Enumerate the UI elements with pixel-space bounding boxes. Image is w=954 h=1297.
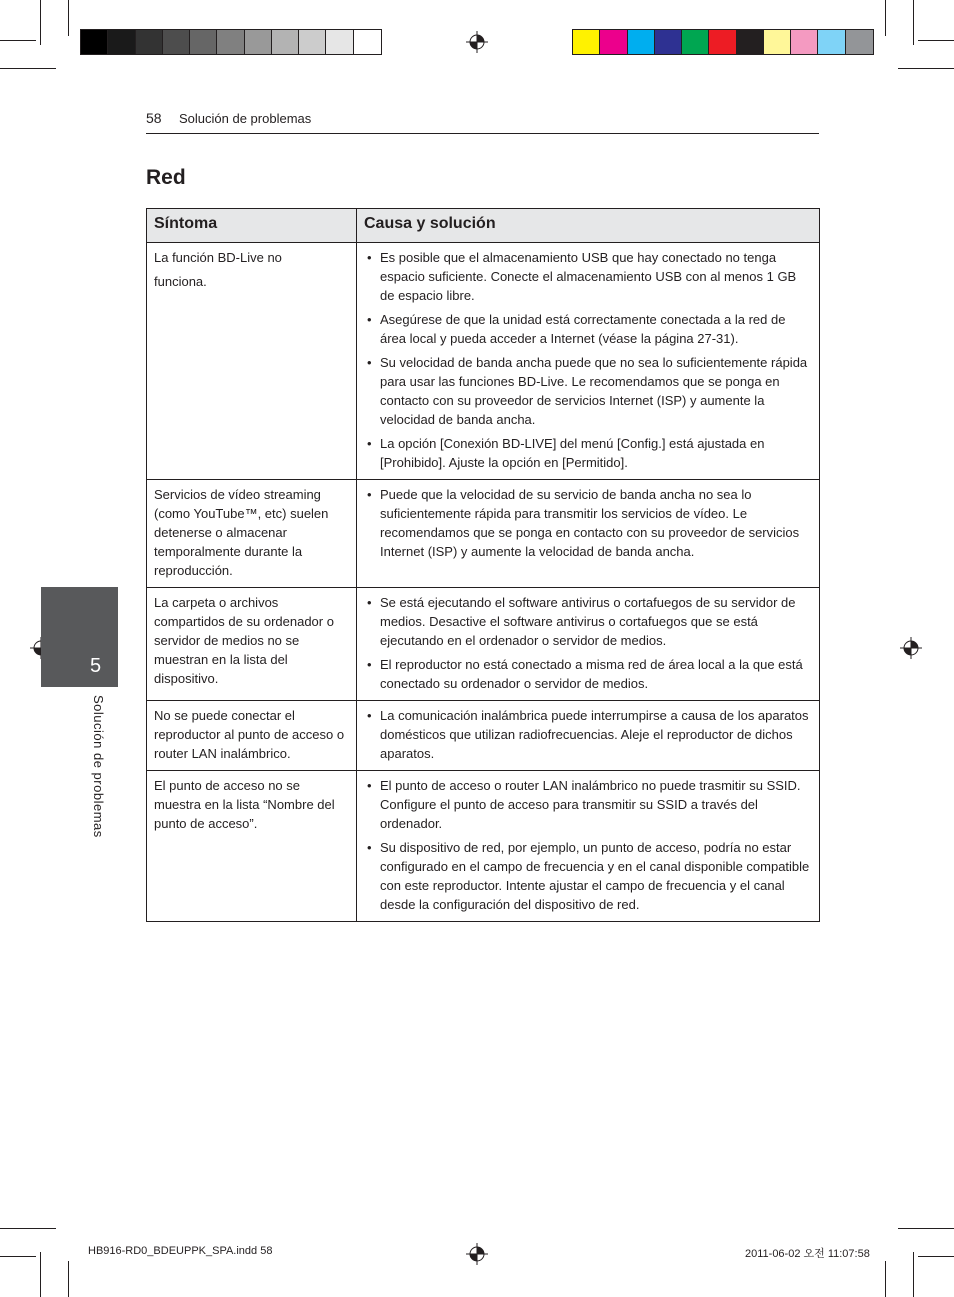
color-swatch <box>737 30 764 54</box>
table-row <box>147 701 820 771</box>
chapter-number: 5 <box>90 655 102 677</box>
cause-list-item: • Su dispositivo de red, por ejemplo, un punto de acceso, podría no estar configurado en el campo de frecuencia y en el canal disponible compatible con este reproductor. Intente ajustar el campo de frecuencia y el canal desde la configuración del dispositivo de red. <box>364 838 812 914</box>
cause-list-item: • La comunicación inalámbrica puede interrumpirse a causa de los aparatos domésticos que utilizan radiofrecuencias. Aleje el reproductor de dichos aparatos. <box>364 706 812 763</box>
table-row <box>147 243 820 480</box>
table-body <box>147 243 820 922</box>
chapter-tab-label: Solución de problemas <box>91 695 106 838</box>
cause-list <box>364 593 812 693</box>
crop-mark <box>0 68 56 69</box>
cause-list-item: • El reproductor no está conectado a misma red de área local a la que está conectado su ordenador o servidor de medios. <box>364 655 812 693</box>
table-header-row <box>147 209 820 243</box>
symptom-cell <box>147 588 357 701</box>
cause-list <box>364 776 812 914</box>
symptom-text: La carpeta o archivos compartidos de su ordenador o servidor de medios no se muestran en la lista del dispositivo. <box>154 595 334 686</box>
crop-mark <box>913 0 914 45</box>
cause-list-item: • Puede que la velocidad de su servicio de banda ancha no sea lo suficientemente rápida para transmitir los servicios de vídeo. Le recomendamos que se ponga en contacto con su proveedor de servicios Internet (ISP) y aumente la velocidad de banda ancha. <box>364 485 812 561</box>
color-swatch <box>245 30 272 54</box>
chapter-tab <box>41 587 118 687</box>
registration-mark-icon <box>466 1243 488 1265</box>
crop-mark <box>885 0 886 36</box>
grayscale-color-bar <box>80 29 382 55</box>
crop-mark <box>918 1256 954 1257</box>
process-color-bar <box>572 29 874 55</box>
symptom-cell <box>147 701 357 771</box>
cause-cell <box>357 588 820 701</box>
footer-filename: HB916-RD0_BDEUPPK_SPA.indd 58 <box>88 1245 273 1257</box>
table-row <box>147 480 820 588</box>
cause-list-item: • Su velocidad de banda ancha puede que no sea lo suficientemente rápida para usar las funciones BD-Live. Le recomendamos que se ponga en contacto con su proveedor de servicios Internet (ISP) y aumente la velocidad de banda ancha. <box>364 353 812 429</box>
color-swatch <box>709 30 736 54</box>
crop-mark <box>898 68 954 69</box>
color-swatch <box>163 30 190 54</box>
page-number: 58 <box>146 110 162 126</box>
cause-cell <box>357 480 820 588</box>
color-swatch <box>272 30 299 54</box>
cause-list-item: • Se está ejecutando el software antivirus o cortafuegos de su servidor de medios. Desactive el software antivirus o cortafuegos que se está ejecutando en el ordenador o servidor de medios. <box>364 593 812 650</box>
color-swatch <box>354 30 381 54</box>
symptom-text: El punto de acceso no se muestra en la lista “Nombre del punto de acceso”. <box>154 778 335 831</box>
crop-mark <box>918 40 954 41</box>
color-swatch <box>108 30 135 54</box>
cause-cell <box>357 701 820 771</box>
crop-mark <box>885 1261 886 1297</box>
color-swatch <box>600 30 627 54</box>
color-swatch <box>655 30 682 54</box>
troubleshooting-table <box>146 208 820 922</box>
cause-list-item: • La opción [Conexión BD-LIVE] del menú [Config.] está ajustada en [Prohibido]. Ajuste la opción en [Permitido]. <box>364 434 812 472</box>
crop-mark <box>68 1261 69 1297</box>
cause-cell <box>357 243 820 480</box>
color-swatch <box>190 30 217 54</box>
symptom-text: La función BD-Live no <box>154 250 282 265</box>
color-swatch <box>682 30 709 54</box>
crop-mark <box>913 1252 914 1297</box>
color-swatch <box>818 30 845 54</box>
crop-mark <box>0 1228 56 1229</box>
cause-cell <box>357 771 820 922</box>
registration-mark-icon <box>466 31 488 53</box>
page-title: Red <box>146 166 186 189</box>
cause-list-item: • Es posible que el almacenamiento USB que hay conectado no tenga espacio suficiente. Conecte el almacenamiento USB con al menos 1 GB de espacio libre. <box>364 248 812 305</box>
cause-list-item: • Asegúrese de que la unidad está correctamente conectada a la red de área local y pueda acceder a Internet (véase la página 27-31). <box>364 310 812 348</box>
table-row <box>147 588 820 701</box>
crop-mark <box>0 1256 36 1257</box>
table-row <box>147 771 820 922</box>
symptom-cell <box>147 480 357 588</box>
color-swatch <box>299 30 326 54</box>
cause-list <box>364 706 812 763</box>
color-swatch <box>81 30 108 54</box>
color-swatch <box>573 30 600 54</box>
cause-list <box>364 485 812 561</box>
column-header-symptom: Síntoma <box>147 209 357 243</box>
color-swatch <box>326 30 353 54</box>
footer-datetime: 2011-06-02 오전 11:07:58 <box>745 1248 870 1260</box>
crop-mark <box>0 40 36 41</box>
symptom-cell <box>147 771 357 922</box>
symptom-cell <box>147 243 357 480</box>
color-swatch <box>628 30 655 54</box>
color-swatch <box>136 30 163 54</box>
header-rule <box>146 133 819 134</box>
column-header-cause: Causa y solución <box>357 209 820 243</box>
crop-mark <box>898 1228 954 1229</box>
crop-mark <box>40 0 41 45</box>
color-swatch <box>764 30 791 54</box>
cause-list-item: • El punto de acceso o router LAN inalámbrico no puede trasmitir su SSID. Configure el punto de acceso para transmitir su SSID a través del ordenador. <box>364 776 812 833</box>
color-swatch <box>791 30 818 54</box>
symptom-text: No se puede conectar el reproductor al punto de acceso o router LAN inalámbrico. <box>154 708 345 761</box>
color-swatch <box>846 30 873 54</box>
crop-mark <box>40 1252 41 1297</box>
color-swatch <box>217 30 244 54</box>
crop-mark <box>68 0 69 36</box>
symptom-text: funciona. <box>154 274 207 289</box>
symptom-text: Servicios de vídeo streaming (como YouTube™, etc) suelen detenerse o almacenar temporalmente durante la reproducción. <box>154 487 329 578</box>
cause-list <box>364 248 812 472</box>
registration-mark-icon <box>900 637 922 659</box>
running-header-section: Solución de problemas <box>179 111 312 126</box>
